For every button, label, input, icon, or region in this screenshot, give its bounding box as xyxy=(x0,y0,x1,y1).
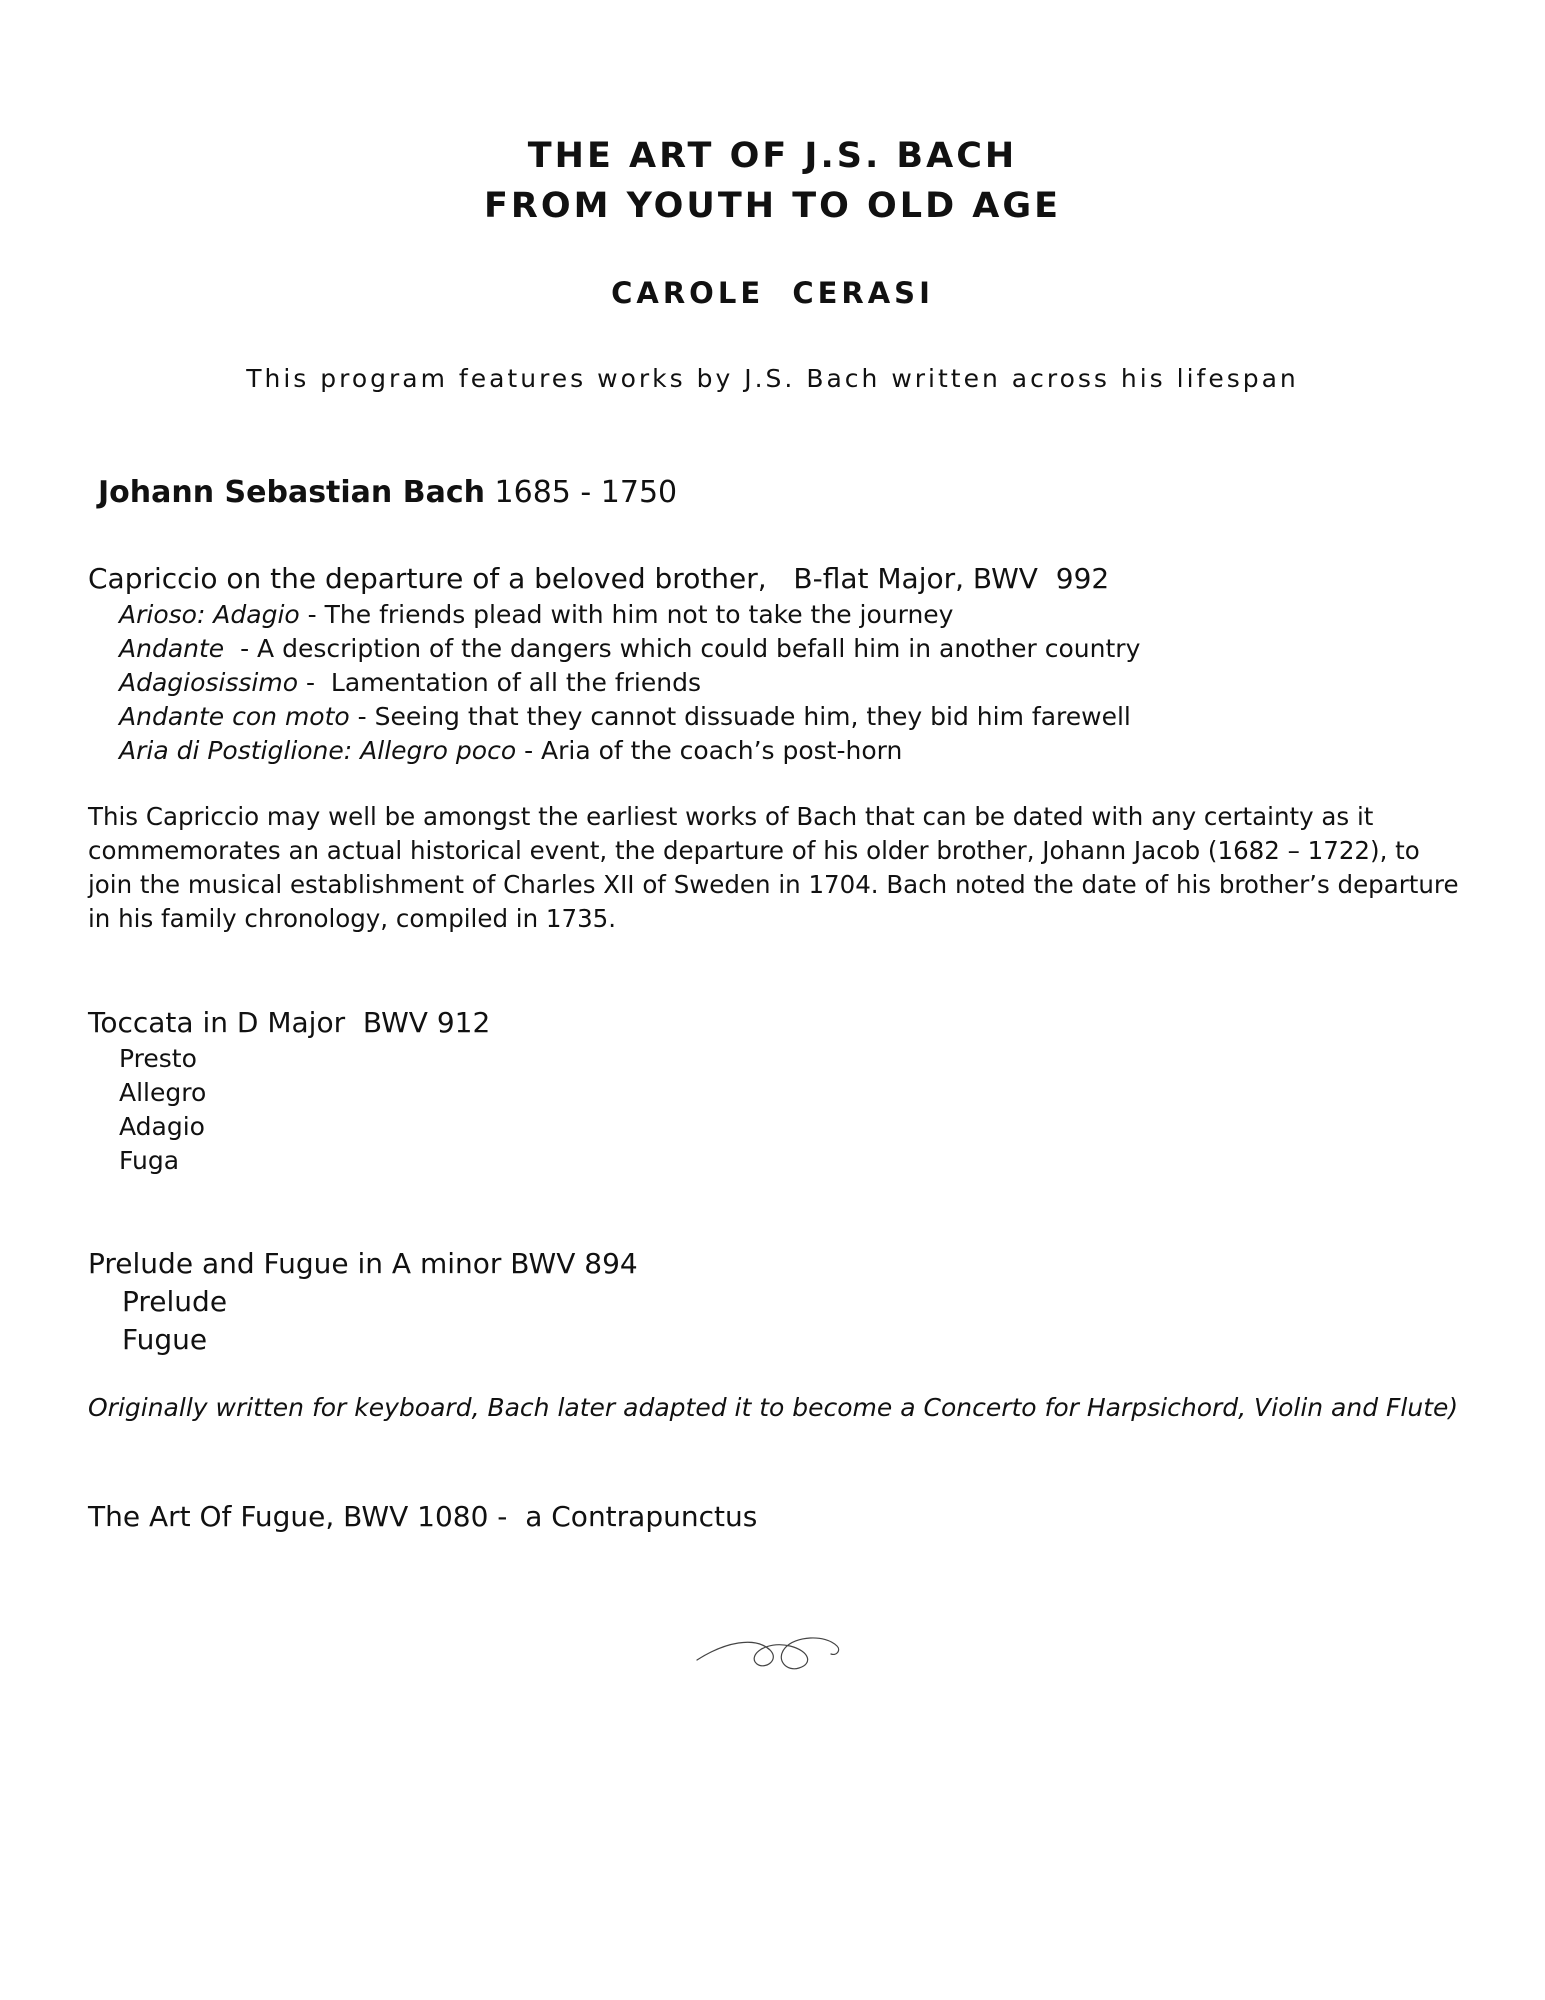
movement-item xyxy=(119,736,902,765)
movement-description: - A description of the dangers which could befall him in another country xyxy=(232,634,1141,663)
program-title-line-1: THE ART OF J.S. BACH xyxy=(527,136,1018,176)
movement-item: Prelude xyxy=(122,1285,228,1318)
movement-item xyxy=(119,668,701,697)
movement-description: - Lamentation of all the friends xyxy=(298,668,701,697)
composer-heading xyxy=(98,475,677,510)
movement-description: - Seeing that they cannot dissuade him, they bid him farewell xyxy=(349,702,1131,731)
movement-tempo: Arioso: Adagio xyxy=(119,600,300,629)
movement-item xyxy=(119,600,953,629)
movement-item xyxy=(119,634,1140,663)
capriccio-program-note: This Capriccio may well be amongst the earliest works of Bach that can be dated with any certainty as it commemorates an actual historical event, the departure of his older brother, Johann Jacob (1682 – 1722), to join the musical establishment of Charles XII of Sweden in 1704. Bach noted the date of his brother’s departure in his family chronology, compiled in 1735. xyxy=(88,802,1459,933)
movement-item: Allegro xyxy=(119,1078,207,1107)
work-title-toccata: Toccata in D Major BWV 912 xyxy=(88,1006,491,1039)
movement-item: Fuga xyxy=(119,1146,180,1175)
movement-tempo: Andante con moto xyxy=(119,702,350,731)
movement-tempo: Andante xyxy=(119,634,233,663)
work-title-capriccio: Capriccio on the departure of a beloved brother, B-flat Major, BWV 992 xyxy=(88,562,1110,595)
prelude-fugue-note: Originally written for keyboard, Bach later adapted it to become a Concerto for Harpsichord, Violin and Flute) xyxy=(88,1393,1459,1422)
movement-description: - Aria of the coach’s post-horn xyxy=(516,736,903,765)
program-intro: This program features works by J.S. Bach written across his lifespan xyxy=(246,364,1299,393)
movement-item xyxy=(119,702,1131,731)
performer-name: CAROLE CERASI xyxy=(611,276,934,310)
movement-tempo: Adagiosissimo xyxy=(119,668,299,697)
work-title-prelude-fugue: Prelude and Fugue in A minor BWV 894 xyxy=(88,1247,638,1280)
flourish-icon xyxy=(695,1620,845,1680)
program-title-line-2: FROM YOUTH TO OLD AGE xyxy=(483,186,1062,226)
movement-item: Presto xyxy=(119,1044,197,1073)
movement-item: Fugue xyxy=(122,1323,208,1356)
composer-name: Johann Sebastian Bach xyxy=(98,475,485,510)
movement-tempo: Aria di Postiglione: Allegro poco xyxy=(119,736,517,765)
movement-item: Adagio xyxy=(119,1112,205,1141)
movement-description: - The friends plead with him not to take the journey xyxy=(299,600,954,629)
work-title-art-of-fugue: The Art Of Fugue, BWV 1080 - a Contrapunctus xyxy=(88,1500,758,1533)
composer-dates: 1685 - 1750 xyxy=(484,475,678,510)
